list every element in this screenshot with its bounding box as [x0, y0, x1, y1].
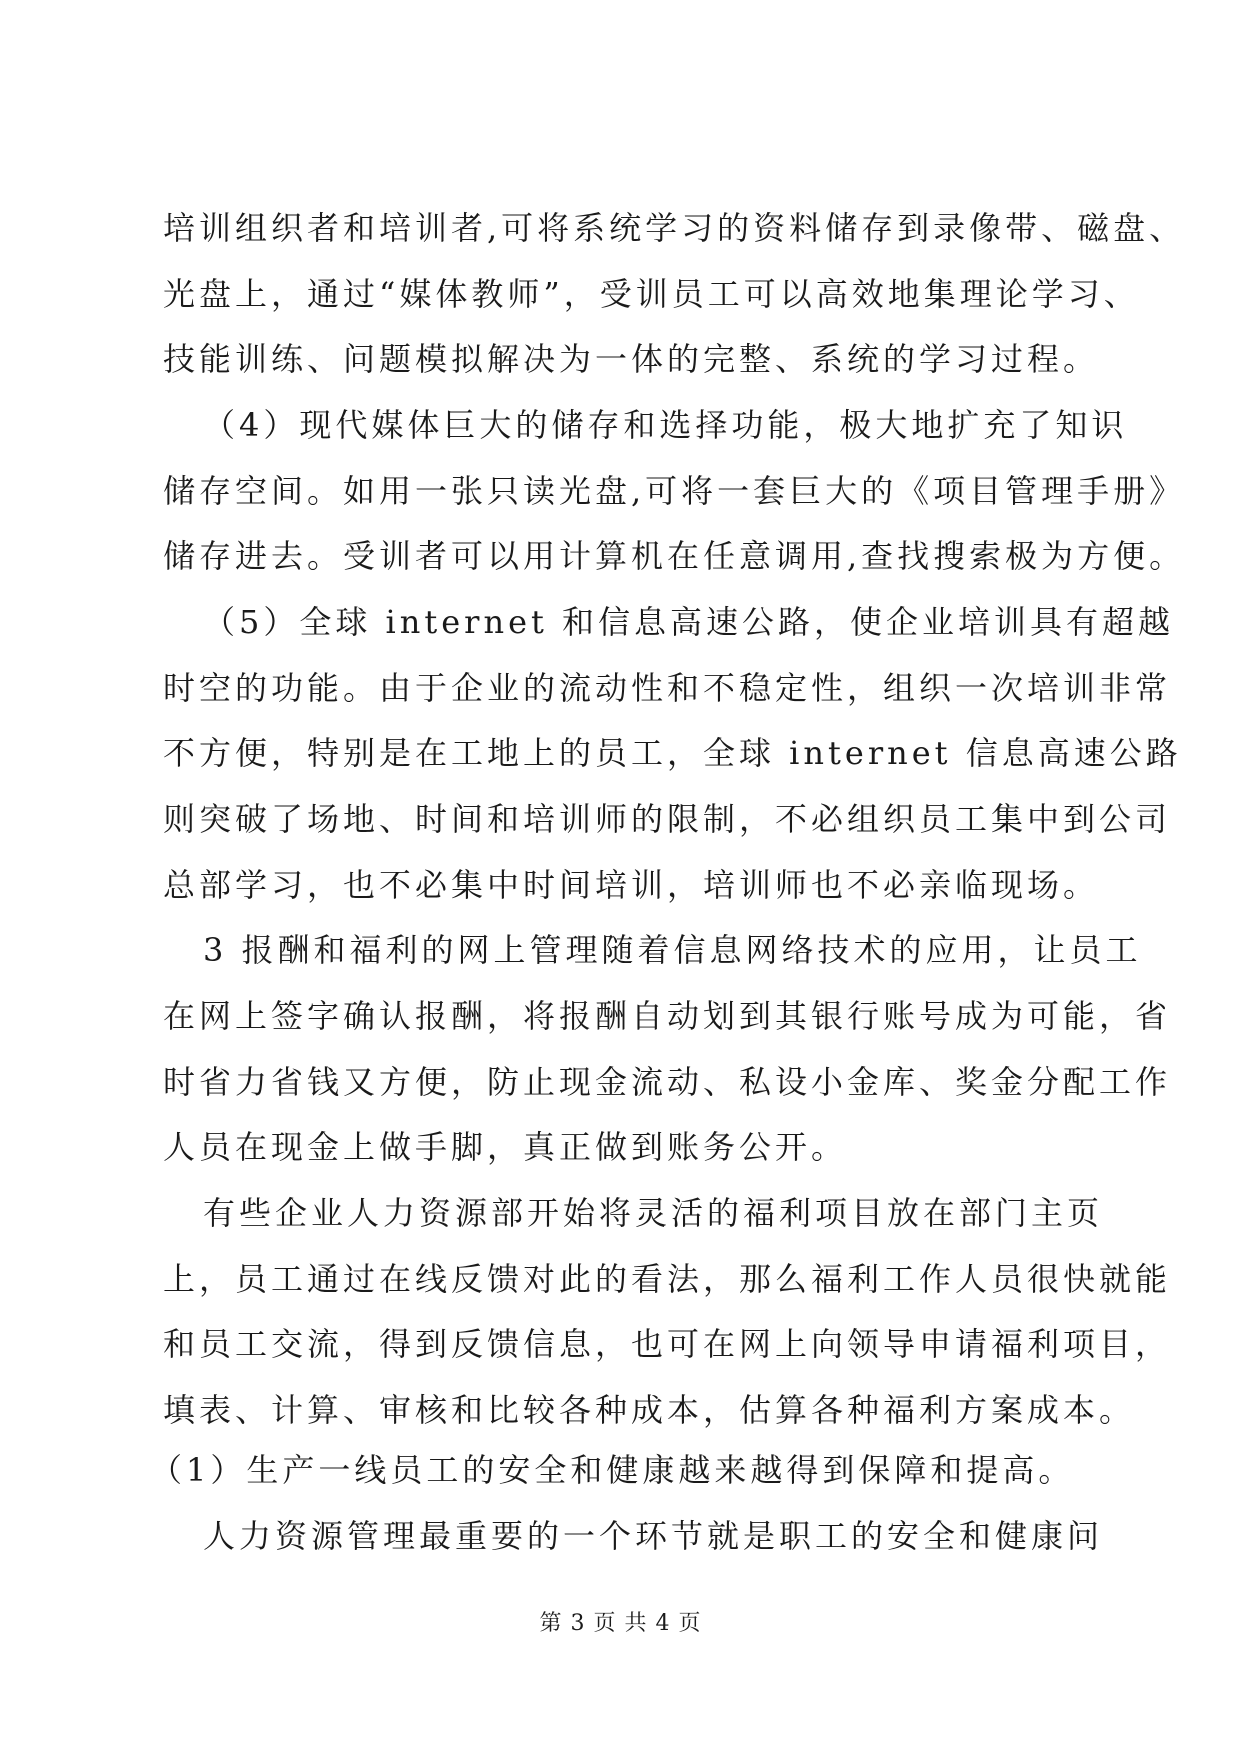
body-line: 上，员工通过在线反馈对此的看法，那么福利工作人员很快就能	[163, 1260, 1172, 1298]
body-line: 则突破了场地、时间和培训师的限制，不必组织员工集中到公司	[163, 800, 1172, 838]
body-line: 人员在现金上做手脚，真正做到账务公开。	[163, 1128, 848, 1166]
body-line: 在网上签字确认报酬，将报酬自动划到其银行账号成为可能，省	[163, 997, 1172, 1035]
page-number-footer: 第 3 页 共 4 页	[539, 1611, 702, 1636]
body-line: 培训组织者和培训者,可将系统学习的资料储存到录像带、磁盘、	[163, 209, 1186, 247]
section-3-heading-line: 3 报酬和福利的网上管理随着信息网络技术的应用，让员工	[203, 931, 1142, 969]
body-line: 储存进去。受训者可以用计算机在任意调用,查找搜索极为方便。	[163, 537, 1186, 575]
body-line: 总部学习，也不必集中时间培训，培训师也不必亲临现场。	[163, 866, 1100, 904]
body-line: 不方便，特别是在工地上的员工，全球 internet 信息高速公路	[163, 734, 1182, 772]
body-line: 光盘上，通过“媒体教师”，受训员工可以高效地集理论学习、	[163, 275, 1140, 313]
list-item-1: （1）生产一线员工的安全和健康越来越得到保障和提高。	[150, 1451, 1075, 1489]
paragraph-safety-first-line: 人力资源管理最重要的一个环节就是职工的安全和健康问	[203, 1517, 1104, 1555]
paragraph-4-first-line: （4）现代媒体巨大的储存和选择功能，极大地扩充了知识	[203, 406, 1128, 444]
body-line: 时省力省钱又方便，防止现金流动、私设小金库、奖金分配工作	[163, 1063, 1172, 1101]
body-line: 时空的功能。由于企业的流动性和不稳定性，组织一次培训非常	[163, 669, 1172, 707]
paragraph-welfare-first-line: 有些企业人力资源部开始将灵活的福利项目放在部门主页	[203, 1194, 1104, 1232]
body-line: 储存空间。如用一张只读光盘,可将一套巨大的《项目管理手册》	[163, 472, 1186, 510]
body-line: 和员工交流，得到反馈信息，也可在网上向领导申请福利项目，	[163, 1325, 1172, 1363]
body-line: 填表、计算、审核和比较各种成本，估算各种福利方案成本。	[163, 1391, 1136, 1429]
paragraph-5-first-line: （5）全球 internet 和信息高速公路，使企业培训具有超越	[203, 603, 1175, 641]
body-line: 技能训练、问题模拟解决为一体的完整、系统的学习过程。	[163, 340, 1100, 378]
